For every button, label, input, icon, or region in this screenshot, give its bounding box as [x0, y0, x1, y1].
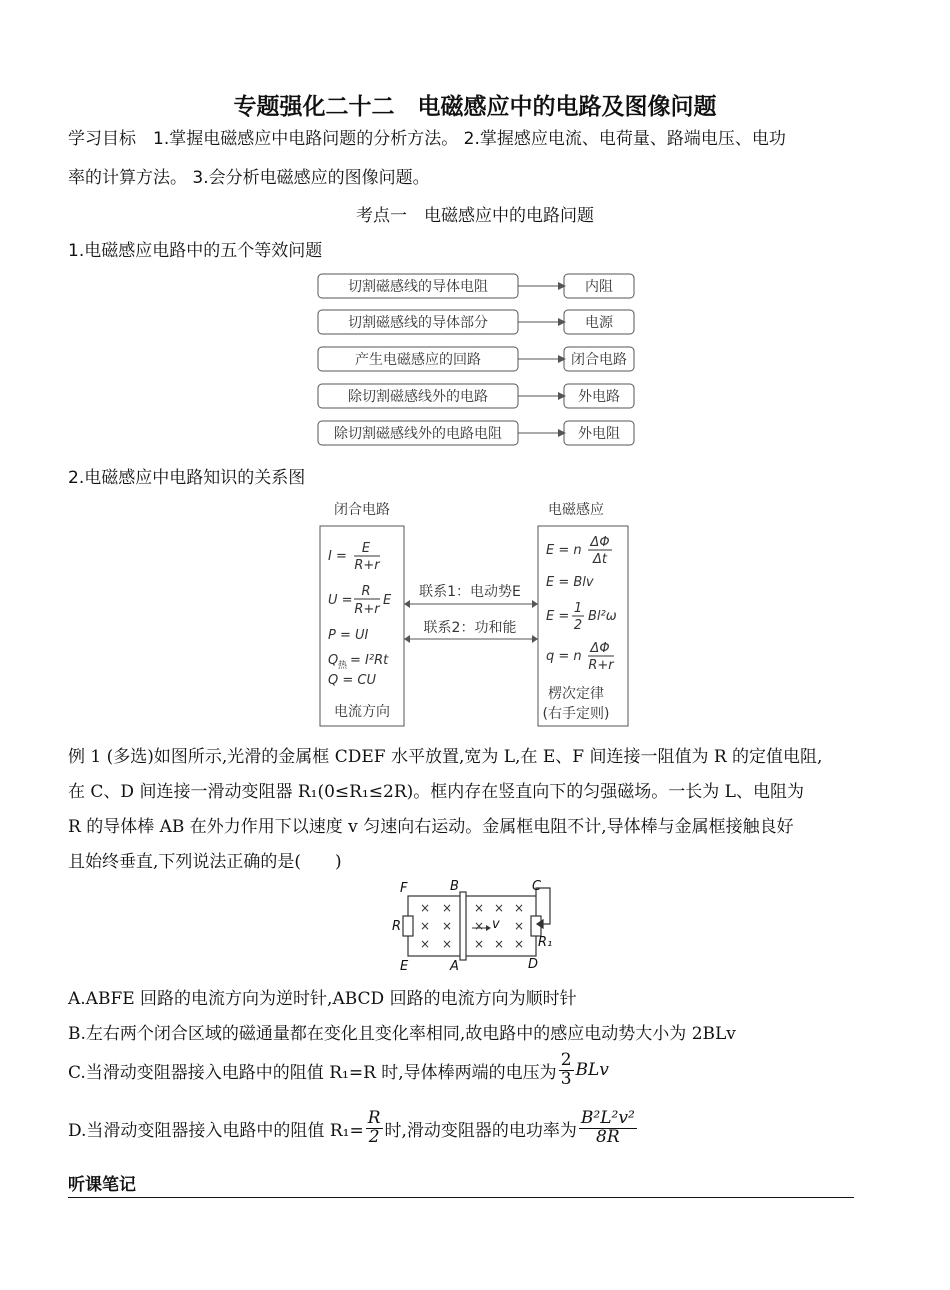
- svg-text:I =: I =: [328, 549, 347, 564]
- svg-text:E: E: [400, 959, 409, 974]
- svg-text:B: B: [450, 879, 459, 894]
- lenz-law-label: 楞次定律: [548, 686, 604, 702]
- svg-text:×: ×: [474, 901, 485, 915]
- relationship-diagram: [310, 494, 640, 730]
- svg-text:C: C: [532, 879, 542, 894]
- svg-text:F: F: [400, 881, 408, 896]
- svg-text:×: ×: [420, 901, 431, 915]
- svg-text:R+r: R+r: [354, 602, 380, 617]
- svg-text:×: ×: [474, 919, 485, 933]
- svg-text:A: A: [450, 959, 459, 974]
- svg-text:Q: Q: [328, 653, 339, 668]
- svg-text:×: ×: [514, 901, 525, 915]
- svg-text:R₁: R₁: [538, 935, 553, 950]
- current-direction-label: 电流方向: [334, 704, 390, 720]
- svg-text:= I²Rt: = I²Rt: [350, 653, 389, 668]
- eq-right-text-4: 外电路: [578, 389, 620, 405]
- page-title: 专题强化二十二 电磁感应中的电路及图像问题: [233, 94, 717, 120]
- lecture-notes-label: 听课笔记: [68, 1170, 854, 1198]
- option-b: B.左右两个闭合区域的磁通量都在变化且变化率相同,故电路中的感应电动势大小为 2BLv: [68, 1024, 736, 1044]
- link1-label: 联系1：电动势E: [419, 584, 521, 600]
- link2-label: 联系2：功和能: [423, 620, 517, 636]
- left-box-title: 闭合电路: [334, 502, 390, 518]
- svg-text:E = n: E = n: [546, 543, 582, 558]
- svg-text:E = Blv: E = Blv: [546, 575, 594, 590]
- svg-text:D: D: [528, 957, 539, 972]
- svg-text:q = n: q = n: [546, 649, 582, 664]
- example-line-3: R 的导体棒 AB 在外力作用下以速度 v 匀速向右运动。金属框电阻不计,导体棒与金属框接触良好: [68, 817, 794, 837]
- example-line-4: 且始终垂直,下列说法正确的是( ): [68, 852, 342, 872]
- svg-text:1: 1: [573, 601, 583, 616]
- svg-text:×: ×: [474, 937, 485, 951]
- option-a: A.ABFE 回路的电流方向为逆时针,ABCD 回路的电流方向为顺时针: [68, 989, 577, 1009]
- svg-text:×: ×: [442, 937, 453, 951]
- item2-heading: 2.电磁感应中电路知识的关系图: [68, 468, 306, 488]
- svg-text:E: E: [361, 541, 371, 556]
- resistor-R: [403, 916, 413, 936]
- svg-text:R+r: R+r: [588, 658, 614, 673]
- svg-text:热: 热: [338, 661, 348, 671]
- eq-left-text-4: 除切割磁感线外的电路: [348, 389, 488, 405]
- svg-text:U =: U =: [328, 593, 353, 608]
- eq-right-text-2: 电源: [585, 315, 613, 331]
- right-hand-rule-label: (右手定则): [542, 706, 610, 722]
- svg-text:ΔΦ: ΔΦ: [590, 535, 610, 550]
- svg-text:R+r: R+r: [354, 558, 380, 573]
- example-line-1: 例 1 (多选)如图所示,光滑的金属框 CDEF 水平放置,宽为 L,在 E、F 间连接一阻值为 R 的定值电阻,: [68, 747, 823, 767]
- conductor-rod-AB: [460, 892, 466, 960]
- option-d: D.当滑动变阻器接入电路中的阻值 R₁= $\frac{R}{2}$ 时,滑动变阻器的电功率为 $\frac{\text{B²L²v²}}{8R}$: [68, 1108, 635, 1147]
- svg-text:Bl²ω: Bl²ω: [588, 609, 617, 624]
- svg-text:×: ×: [494, 937, 505, 951]
- svg-text:E: E: [383, 593, 392, 608]
- svg-text:v: v: [492, 917, 500, 932]
- eq-left-text-5: 除切割磁感线外的电路电阻: [334, 426, 502, 442]
- svg-text:×: ×: [514, 937, 525, 951]
- svg-text:R: R: [392, 919, 402, 934]
- svg-text:×: ×: [442, 919, 453, 933]
- svg-text:P = UI: P = UI: [328, 628, 369, 643]
- eq-right-text-3: 闭合电路: [571, 352, 627, 368]
- right-box-title: 电磁感应: [548, 502, 604, 518]
- eq-left-text-2: 切割磁感线的导体部分: [348, 315, 488, 331]
- svg-text:×: ×: [420, 919, 431, 933]
- example-line-2: 在 C、D 间连接一滑动变阻器 R₁(0≤R₁≤2R)。框内存在竖直向下的匀强磁场。一长为 L、电阻为: [68, 782, 804, 802]
- eq-left-text-3: 产生电磁感应的回路: [355, 352, 481, 368]
- learning-objectives-line1: 学习目标 1.掌握电磁感应中电路问题的分析方法。 2.掌握感应电流、电荷量、路端电压、电功: [68, 129, 786, 149]
- eq-right-text-1: 内阻: [585, 279, 613, 295]
- svg-text:×: ×: [442, 901, 453, 915]
- svg-text:R: R: [361, 584, 371, 599]
- learning-objectives-line2: 率的计算方法。 3.会分析电磁感应的图像问题。: [68, 168, 430, 188]
- item1-heading: 1.电磁感应电路中的五个等效问题: [68, 241, 323, 261]
- svg-text:×: ×: [420, 937, 431, 951]
- section-heading: 考点一 电磁感应中的电路问题: [356, 206, 594, 226]
- svg-text:×: ×: [514, 919, 525, 933]
- equivalence-diagram: [310, 268, 640, 450]
- svg-text:ΔΦ: ΔΦ: [590, 641, 610, 656]
- svg-text:Δt: Δt: [593, 552, 607, 567]
- svg-text:Q = CU: Q = CU: [328, 673, 376, 688]
- svg-text:2: 2: [573, 618, 583, 633]
- option-c: C.当滑动变阻器接入电路中的阻值 R₁=R 时,导体棒两端的电压为 $\frac{2}{3}$ BLv: [68, 1050, 609, 1089]
- svg-text:E =: E =: [546, 609, 570, 624]
- eq-right-text-5: 外电阻: [578, 426, 620, 442]
- circuit-figure: [388, 878, 568, 974]
- svg-text:×: ×: [494, 901, 505, 915]
- eq-left-text-1: 切割磁感线的导体电阻: [348, 279, 488, 295]
